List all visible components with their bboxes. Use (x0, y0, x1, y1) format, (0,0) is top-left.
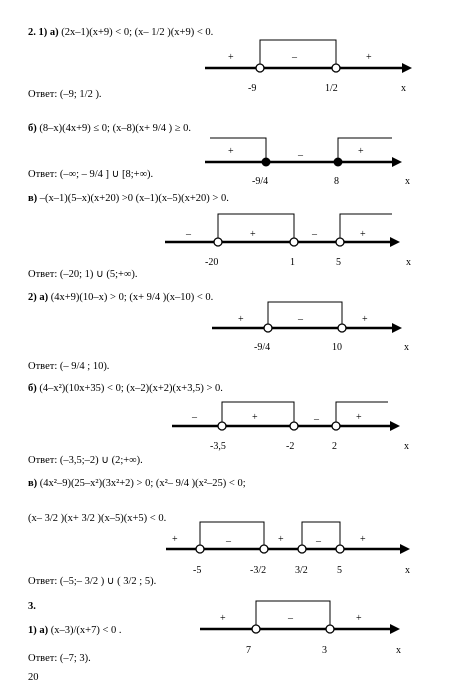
open-point (264, 324, 272, 332)
sign-label: + (366, 52, 372, 63)
sign-label: + (228, 52, 234, 63)
sign-label: + (220, 613, 226, 624)
section-3-title: 3. (28, 601, 36, 612)
open-point (260, 545, 268, 553)
problem-label: 1) а) (28, 625, 49, 636)
sign-label: + (360, 534, 366, 545)
problem-expression: (2x–1)(x+9) < 0; (x– 1/2 )(x+9) < 0. (61, 27, 214, 38)
problem-label: 2) а) (28, 292, 49, 303)
answer-2-2c: Ответ: (–5;– 3/2 ) ∪ ( 3/2 ; 5). (28, 576, 157, 587)
open-point (298, 545, 306, 553)
axis-x-label: x (405, 565, 410, 576)
point-label: -9/4 (252, 176, 269, 187)
answer-2-1b: Ответ: (–∞; – 9/4 ] ∪ [8;+∞). (28, 169, 154, 180)
sign-label: + (172, 534, 178, 545)
number-line-2-2a (0, 298, 459, 356)
sign-label: + (228, 146, 234, 157)
axis-x-label: x (404, 441, 409, 452)
point-label: -3/2 (250, 565, 267, 576)
sign-label: – (298, 150, 303, 161)
problem-expression: (4–x²)(10x+35) < 0; (x–2)(x+2)(x+3,5) > 0. (39, 383, 223, 394)
open-point (336, 238, 344, 246)
answer-2-2a: Ответ: (– 9/4 ; 10). (28, 361, 110, 372)
axis-arrow (390, 421, 400, 431)
sign-label: + (358, 146, 364, 157)
open-point (218, 422, 226, 430)
problem-label: в) (28, 478, 38, 489)
axis-arrow (392, 157, 402, 167)
open-point (290, 422, 298, 430)
axis-x-label: x (401, 83, 406, 94)
point-label: -3,5 (210, 441, 226, 452)
problem-expression: (4x+9)(10–x) > 0; (x+ 9/4 )(x–10) < 0. (50, 292, 214, 303)
point-label: 5 (336, 257, 341, 268)
sign-label: + (238, 314, 244, 325)
page-number: 20 (28, 672, 39, 683)
number-line-2-2c (0, 513, 459, 580)
open-point (214, 238, 222, 246)
point-label: 2 (332, 441, 337, 452)
problem-expression: (4x²–9)(25–x²)(3x²+2) > 0; (x²– 9/4 )(x²–25) < 0; (39, 478, 246, 489)
number-line-3-1a (0, 597, 459, 659)
point-label: 1 (290, 257, 295, 268)
number-line-2-1c (0, 206, 459, 270)
axis-arrow (392, 323, 402, 333)
answer-2-1c: Ответ: (–20; 1) ∪ (5;+∞). (28, 269, 138, 280)
problem-2-1c (28, 194, 229, 205)
open-point (196, 545, 204, 553)
sign-label: + (252, 412, 258, 423)
sign-label: + (360, 229, 366, 240)
sign-label: – (298, 314, 303, 325)
axis-x-label: x (406, 257, 411, 268)
point-label: 5 (337, 565, 342, 576)
point-label: -5 (193, 565, 202, 576)
sign-label: – (314, 414, 319, 425)
axis-arrow (390, 237, 400, 247)
closed-point (334, 158, 343, 167)
open-point (336, 545, 344, 553)
point-label: 3 (322, 645, 327, 656)
open-point (252, 625, 260, 633)
axis-x-label: x (396, 645, 401, 656)
open-point (338, 324, 346, 332)
closed-point (262, 158, 271, 167)
problem-2-2b (28, 384, 223, 395)
problem-label: в) (28, 193, 38, 204)
number-line-2-1b (0, 134, 459, 192)
point-label: 10 (332, 342, 342, 353)
sign-label: – (316, 536, 321, 547)
sign-label: + (250, 229, 256, 240)
problem-2-2c-expanded: (x– 3/2 )(x+ 3/2 )(x–5)(x+5) < 0. (28, 513, 167, 524)
sign-label: – (186, 229, 191, 240)
problem-label: 2. 1) а) (28, 27, 59, 38)
sign-label: – (226, 536, 231, 547)
answer-2-1a: Ответ: (–9; 1/2 ). (28, 89, 102, 100)
axis-arrow (400, 544, 410, 554)
problem-label: б) (28, 383, 37, 394)
answer-2-2b: Ответ: (–3,5;–2) ∪ (2;+∞). (28, 455, 143, 466)
sign-label: + (278, 534, 284, 545)
axis-arrow (402, 63, 412, 73)
axis-arrow (390, 624, 400, 634)
problem-expression: –(x–1)(5–x)(x+20) >0 (x–1)(x–5)(x+20) > 0. (39, 193, 229, 204)
sign-label: – (288, 613, 293, 624)
problem-label: б) (28, 123, 37, 134)
point-label: 7 (246, 645, 251, 656)
open-point (326, 625, 334, 633)
point-label: -9/4 (254, 342, 271, 353)
point-label: -20 (205, 257, 219, 268)
sign-label: + (356, 613, 362, 624)
open-point (332, 64, 340, 72)
problem-2-1a (28, 28, 213, 39)
sign-label: – (292, 52, 297, 63)
answer-3-1a: Ответ: (–7; 3). (28, 653, 91, 664)
point-label: 3/2 (295, 565, 308, 576)
open-point (256, 64, 264, 72)
point-label: -9 (248, 83, 257, 94)
point-label: -2 (286, 441, 295, 452)
point-label: 1/2 (325, 83, 338, 94)
axis-x-label: x (405, 176, 410, 187)
problem-2-2c (28, 479, 246, 490)
point-label: 8 (334, 176, 339, 187)
problem-expression: (8–x)(4x+9) ≤ 0; (x–8)(x+ 9/4 ) ≥ 0. (39, 123, 192, 134)
sign-label: – (312, 229, 317, 240)
number-line-2-2b (0, 398, 459, 456)
problem-expression: (x–3)/(x+7) < 0 . (50, 625, 122, 636)
open-point (332, 422, 340, 430)
problem-2-1b (28, 124, 191, 135)
sign-label: + (362, 314, 368, 325)
sign-label: – (192, 412, 197, 423)
open-point (290, 238, 298, 246)
sign-label: + (356, 412, 362, 423)
axis-x-label: x (404, 342, 409, 353)
